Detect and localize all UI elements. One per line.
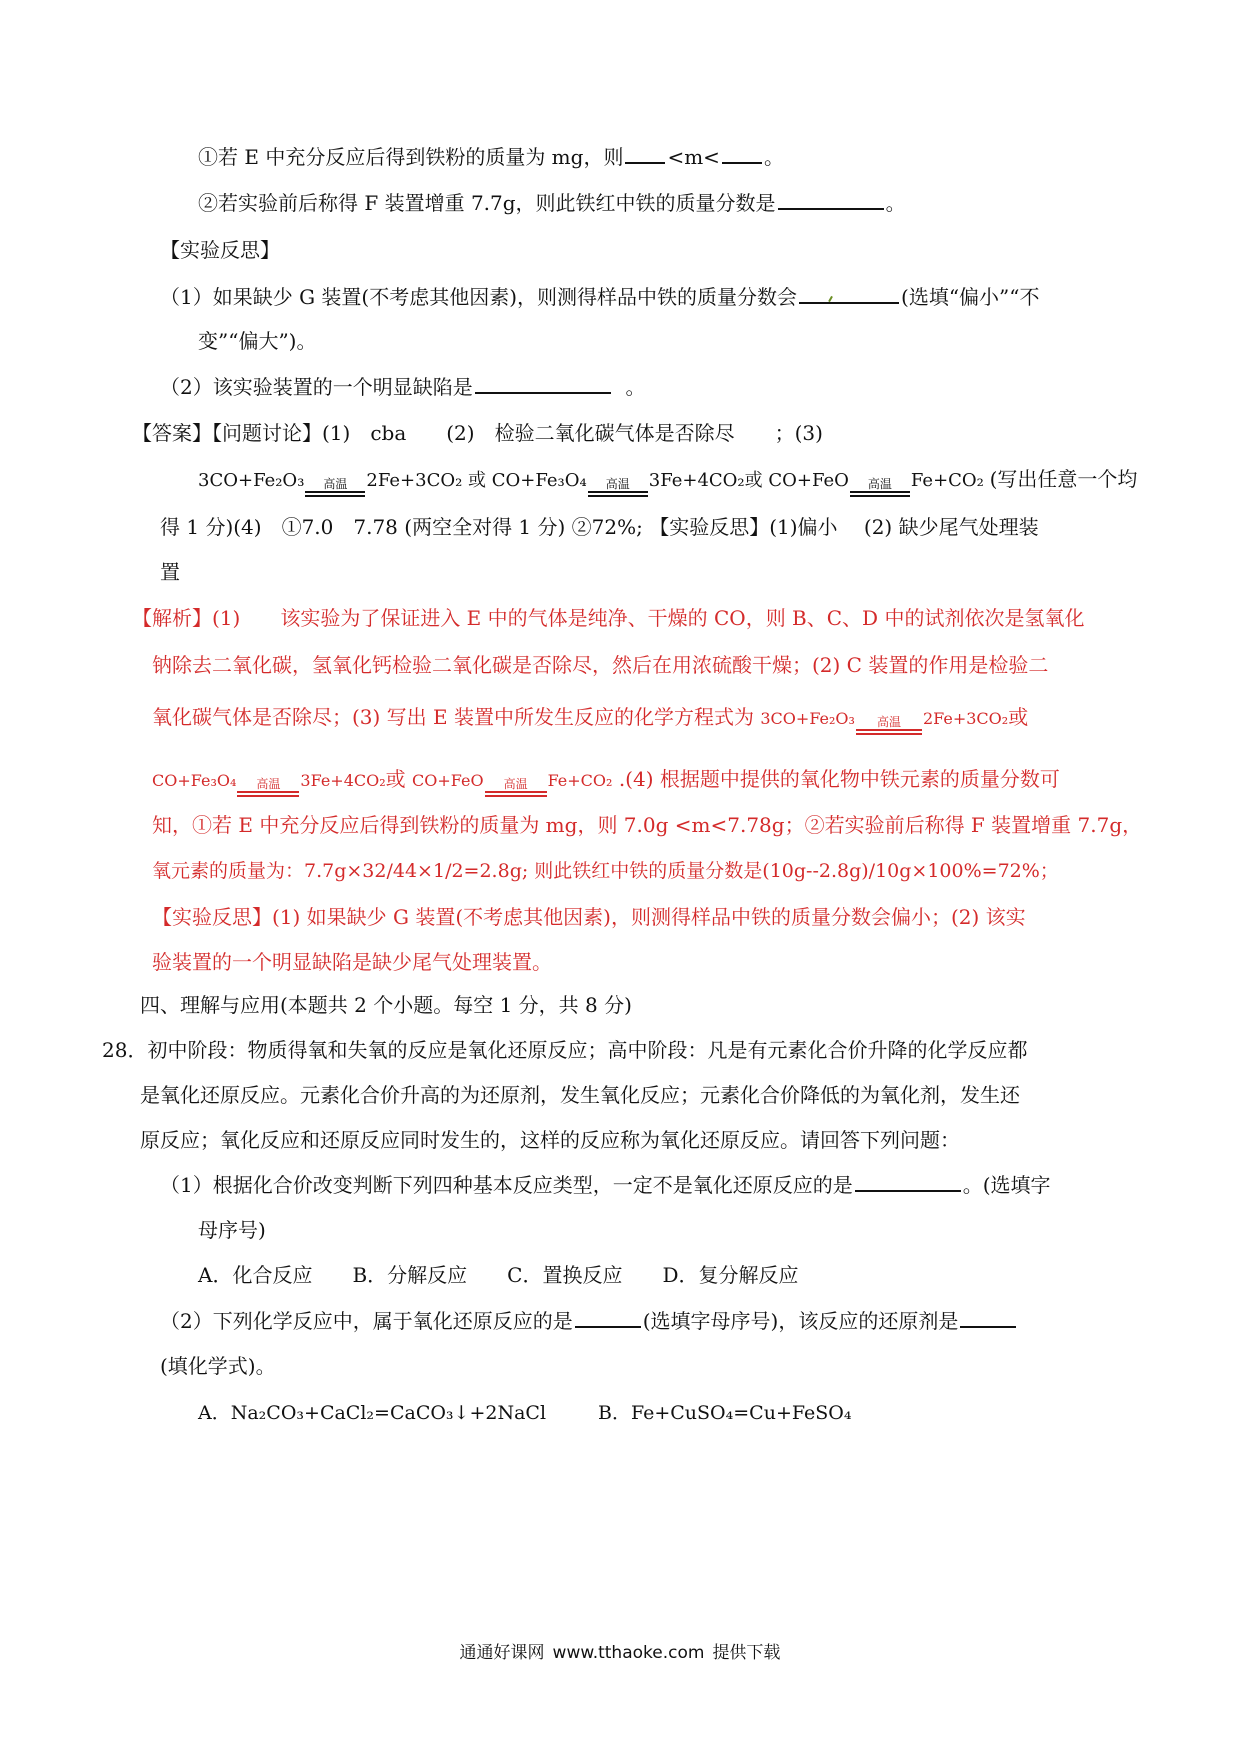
analysis-line-1: 【解析】(1) 该实验为了保证进入 E 中的气体是纯净、干燥的 CO，则 B、C、D 中的试剂依次是氢氧化	[132, 606, 1085, 630]
q28-line-1: 28．初中阶段：物质得氧和失氧的反应是氧化还原反应；高中阶段：凡是有元素化合价升降的化学反应都	[102, 1038, 1028, 1062]
answer-blank[interactable]	[475, 372, 611, 394]
analysis-line-5: 知，①若 E 中充分反应后得到铁粉的质量为 mg，则 7.0g <m<7.78g；②若实验前后称得 F 装置增重 7.7g，	[152, 813, 1143, 837]
reaction-b: B．Fe+CuSO₄=Cu+FeSO₄	[598, 1402, 852, 1424]
answer-blank[interactable]	[625, 142, 665, 164]
answer-line-1: 【答案】【问题讨论】(1) cba (2) 检验二氧化碳气体是否除尽 ；(3)	[132, 421, 823, 445]
analysis-line-4: CO+Fe₃O₄ 高温 3Fe+4CO₂或 CO+FeO 高温 Fe+CO₂ .(4) 根据题中提供的氧化物中铁元素的质量分数可	[152, 764, 1060, 797]
q-line-2: ②若实验前后称得 F 装置增重 7.7g，则此铁红中铁的质量分数是 。	[198, 188, 906, 218]
answer-blank[interactable]	[799, 282, 899, 304]
reaction-a: A．Na₂CO₃+CaCl₂=CaCO₃↓+2NaCl	[198, 1402, 547, 1424]
answer-line-4: 置	[160, 560, 180, 584]
high-temp-condition: 高温	[485, 778, 547, 797]
answer-equations: 3CO+Fe₂O₃ 高温 2Fe+3CO₂ 或 CO+Fe₃O₄ 高温 3Fe+4CO₂或 CO+FeO 高温 Fe+CO₂ (写出任意一个均	[198, 464, 1137, 497]
analysis-line-7: 【实验反思】(1) 如果缺少 G 装置(不考虑其他因素)，则测得样品中铁的质量分数会偏小；(2) 该实	[152, 905, 1026, 929]
q-line-6: （2）该实验装置的一个明显缺陷是 。	[160, 372, 645, 402]
answer-blank[interactable]	[575, 1306, 641, 1328]
q-line-4: （1）如果缺少 G 装置(不考虑其他因素)，则测得样品中铁的质量分数会 (选填“偏小”“不	[160, 282, 1040, 312]
answer-line-3: 得 1 分)(4) ①7.0 7.78 (两空全对得 1 分) ②72%; 【实验反思】(1)偏小 (2) 缺少尾气处理装	[160, 515, 1039, 539]
analysis-line-6: 氧元素的质量为：7.7g×32/44×1/2=2.8g; 则此铁红中铁的质量分数是(10g--2.8g)/10g×100%=72%；	[152, 860, 1059, 882]
section-heading-reflection: 【实验反思】	[160, 238, 280, 262]
q28-line-3: 原反应；氧化反应和还原反应同时发生的，这样的反应称为氧化还原反应。请回答下列问题：	[140, 1128, 960, 1152]
high-temp-condition: 高温	[237, 778, 299, 797]
answer-blank[interactable]	[722, 142, 762, 164]
q28-line-2: 是氧化还原反应。元素化合价升高的为还原剂，发生氧化反应；元素化合价降低的为氧化剂，发生还	[140, 1083, 1020, 1107]
analysis-line-3: 氧化碳气体是否除尽；(3) 写出 E 装置中所发生反应的化学方程式为 3CO+Fe₂O₃ 高温 2Fe+3CO₂或	[152, 702, 1028, 735]
q28-part-1-cont: 母序号)	[198, 1218, 266, 1242]
q28-part-1: （1）根据化合价改变判断下列四种基本反应类型，一定不是氧化还原反应的是 。(选填字	[160, 1170, 1051, 1200]
answer-blank[interactable]	[778, 188, 884, 210]
footer-url[interactable]: www.tthaoke.com	[552, 1643, 705, 1663]
q28-part-2-cont: (填化学式)。	[160, 1354, 276, 1378]
page-footer: 通通好课网 www.tthaoke.com 提供下载	[459, 1643, 781, 1663]
high-temp-condition: 高温	[856, 716, 922, 735]
answer-blank[interactable]	[855, 1170, 961, 1192]
q-line-5: 变”“偏大”)。	[198, 329, 317, 353]
q-line-1: ①若 E 中充分反应后得到铁粉的质量为 mg，则 <m< 。	[198, 142, 784, 172]
section-heading-4: 四、理解与应用(本题共 2 个小题。每空 1 分，共 8 分)	[140, 993, 632, 1017]
mark-icon	[828, 296, 840, 306]
answer-blank[interactable]	[960, 1306, 1016, 1328]
high-temp-condition: 高温	[305, 478, 365, 497]
q28-part-2: （2）下列化学反应中，属于氧化还原反应的是 (选填字母序号)，该反应的还原剂是	[160, 1306, 1018, 1336]
high-temp-condition: 高温	[850, 478, 910, 497]
high-temp-condition: 高温	[588, 478, 648, 497]
analysis-line-8: 验装置的一个明显缺陷是缺少尾气处理装置。	[152, 950, 552, 974]
q28-options: A．化合反应 B．分解反应 C．置换反应 D．复分解反应	[198, 1263, 799, 1287]
analysis-line-2: 钠除去二氧化碳，氢氧化钙检验二氧化碳是否除尽，然后在用浓硫酸干燥；(2) C 装置的作用是检验二	[152, 653, 1049, 677]
